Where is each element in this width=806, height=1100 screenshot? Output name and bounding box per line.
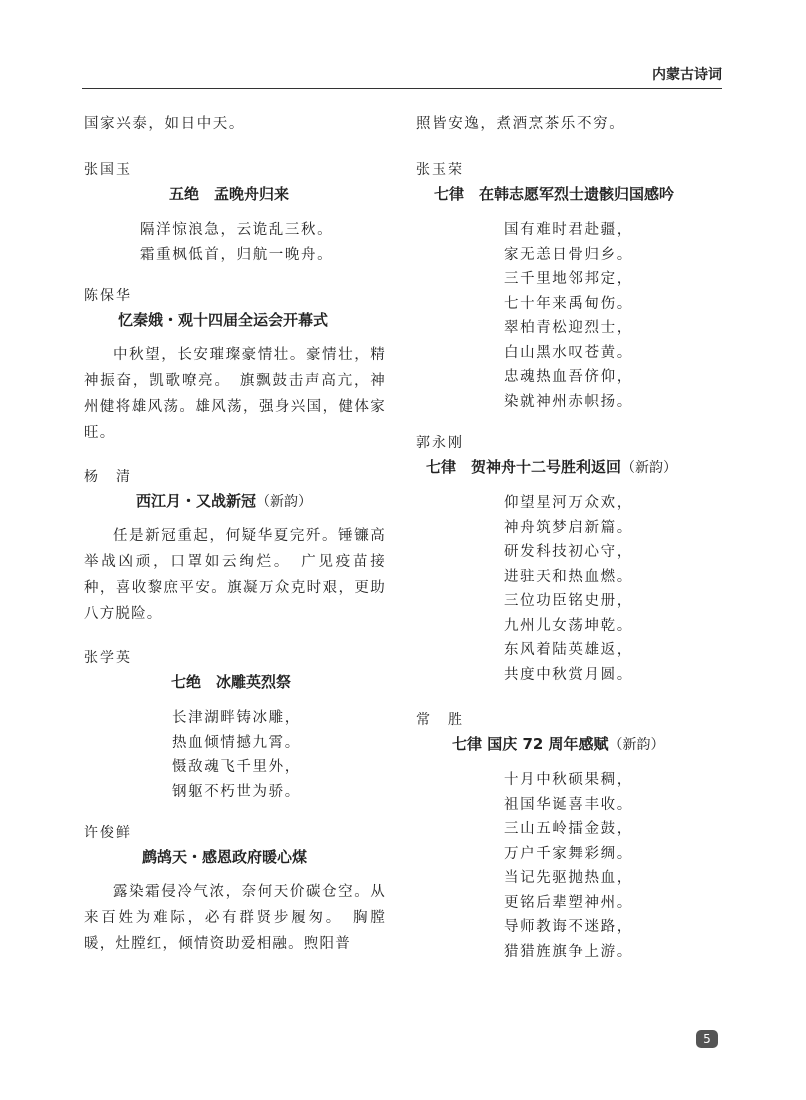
poem-author: 杨 清 <box>84 469 132 485</box>
poem-author: 张国玉 <box>84 162 132 178</box>
poem-text: 任是新冠重起，何疑华夏完歼。锤镰高举战凶顽，口罩如云绚烂。 广见疫苗接种，喜收黎庶平安。旗凝万众克时艰，更助八方脱险。 <box>84 528 386 622</box>
verse-line: 仰望星河万众欢， <box>504 495 633 511</box>
continued-text: 照皆安逸，煮酒烹茶乐不穷。 <box>416 116 626 132</box>
verse-line: 钢躯不朽世为骄。 <box>172 783 301 800</box>
verse-line: 十月中秋硕果稠， <box>504 772 633 788</box>
poem-title: 七律 在韩志愿军烈士遗骸归国感吟 <box>434 185 675 203</box>
poem-title <box>426 456 722 477</box>
verse-line: 三位功臣铭史册， <box>504 593 633 609</box>
verse-line: 热血倾情撼九霄。 <box>172 734 301 751</box>
verse-line: 当记先驱抛热血， <box>504 870 633 886</box>
poem-title-note: （新韵） <box>621 460 678 476</box>
verse-line: 忠魂热血吾侪仰， <box>504 369 633 385</box>
poem-verse <box>140 218 386 267</box>
poem <box>416 709 722 964</box>
poem <box>84 822 386 957</box>
poem-title <box>136 490 386 511</box>
poem-verse <box>504 218 722 414</box>
verse-line: 白山黑水叹苍黄。 <box>504 344 633 361</box>
page-header <box>82 62 722 89</box>
poem-title: 七绝 冰雕英烈祭 <box>171 673 292 691</box>
verse-line: 九州儿女荡坤乾。 <box>504 617 633 634</box>
poem-title: 五绝 孟晚舟归来 <box>169 185 290 203</box>
poem <box>416 432 722 687</box>
verse-line: 七十年来禹甸伤。 <box>504 295 633 312</box>
poem <box>416 159 722 414</box>
verse-line: 三山五岭擂金鼓， <box>504 821 633 837</box>
verse-line: 祖国华诞喜丰收。 <box>504 796 633 813</box>
verse-line: 慑敌魂飞千里外， <box>172 759 301 775</box>
poem-verse <box>172 706 386 804</box>
poem-title: 鹧鸪天・感恩政府暖心煤 <box>142 848 308 866</box>
poem <box>84 647 386 804</box>
poem-verse <box>504 768 722 964</box>
verse-line: 共度中秋赏月圆。 <box>504 666 633 683</box>
verse-line: 三千里地邻邦定， <box>504 271 633 287</box>
poem-title: 忆秦娥・观十四届全运会开幕式 <box>118 311 329 329</box>
poem <box>84 285 386 446</box>
verse-line: 家无恙日骨归乡。 <box>504 246 633 263</box>
page-number: 5 <box>696 1030 718 1048</box>
verse-line: 东风着陆英雄返， <box>504 642 633 658</box>
poem-author: 陈保华 <box>84 288 132 304</box>
verse-line: 隔洋惊浪急，云诡乱三秋。 <box>140 222 334 238</box>
verse-line: 更铭后辈塑神州。 <box>504 894 633 911</box>
poem-verse <box>504 491 722 687</box>
poem <box>84 159 386 267</box>
verse-line: 万户千家舞彩绸。 <box>504 845 633 862</box>
verse-line: 长津湖畔铸冰雕， <box>172 710 301 726</box>
poem-title-text: 七律 贺神舟十二号胜利返回 <box>426 458 622 476</box>
continued-text: 国家兴泰，如日中天。 <box>84 116 245 132</box>
verse-line: 神舟筑梦启新篇。 <box>504 519 633 536</box>
poem-author: 常 胜 <box>416 712 464 728</box>
verse-line: 导师教诲不迷路， <box>504 919 633 935</box>
poem <box>84 466 386 627</box>
poem-text: 中秋望，长安璀璨豪情壮。豪情壮，精神振奋，凯歌嘹亮。 旗飘鼓击声高亢，神州健将雄风荡。雄风荡，强身兴国，健体家旺。 <box>84 347 386 441</box>
poem-author: 张玉荣 <box>416 162 464 178</box>
verse-line: 霜重枫低首，归航一晚舟。 <box>140 246 334 263</box>
verse-line: 染就神州赤帜扬。 <box>504 393 633 410</box>
running-title: 内蒙古诗词 <box>652 67 722 83</box>
poem-title-note: （新韵） <box>608 737 665 753</box>
poem-title-note: （新韵） <box>256 494 313 510</box>
poem-title-text: 七律 国庆 72 周年感赋 <box>452 735 609 753</box>
right-column <box>416 112 722 964</box>
verse-line: 研发科技初心守， <box>504 544 633 560</box>
verse-line: 国有难时君赴疆， <box>504 222 633 238</box>
verse-line: 猎猎旌旗争上游。 <box>504 943 633 960</box>
poem-title <box>452 733 722 754</box>
poem-author: 许俊鲜 <box>84 825 132 841</box>
verse-line: 翠柏青松迎烈士， <box>504 320 633 336</box>
left-column <box>84 112 386 957</box>
verse-line: 进驻天和热血燃。 <box>504 568 633 585</box>
poem-author: 张学英 <box>84 650 132 666</box>
poem-author: 郭永刚 <box>416 435 464 451</box>
poem-text: 露染霜侵冷气浓，奈何天价碳仓空。从来百姓为难际，必有群贤步履匆。 胸膛暖，灶膛红，倾情资助爱相融。煦阳普 <box>84 884 386 952</box>
poem-title-text: 西江月・又战新冠 <box>136 492 257 510</box>
